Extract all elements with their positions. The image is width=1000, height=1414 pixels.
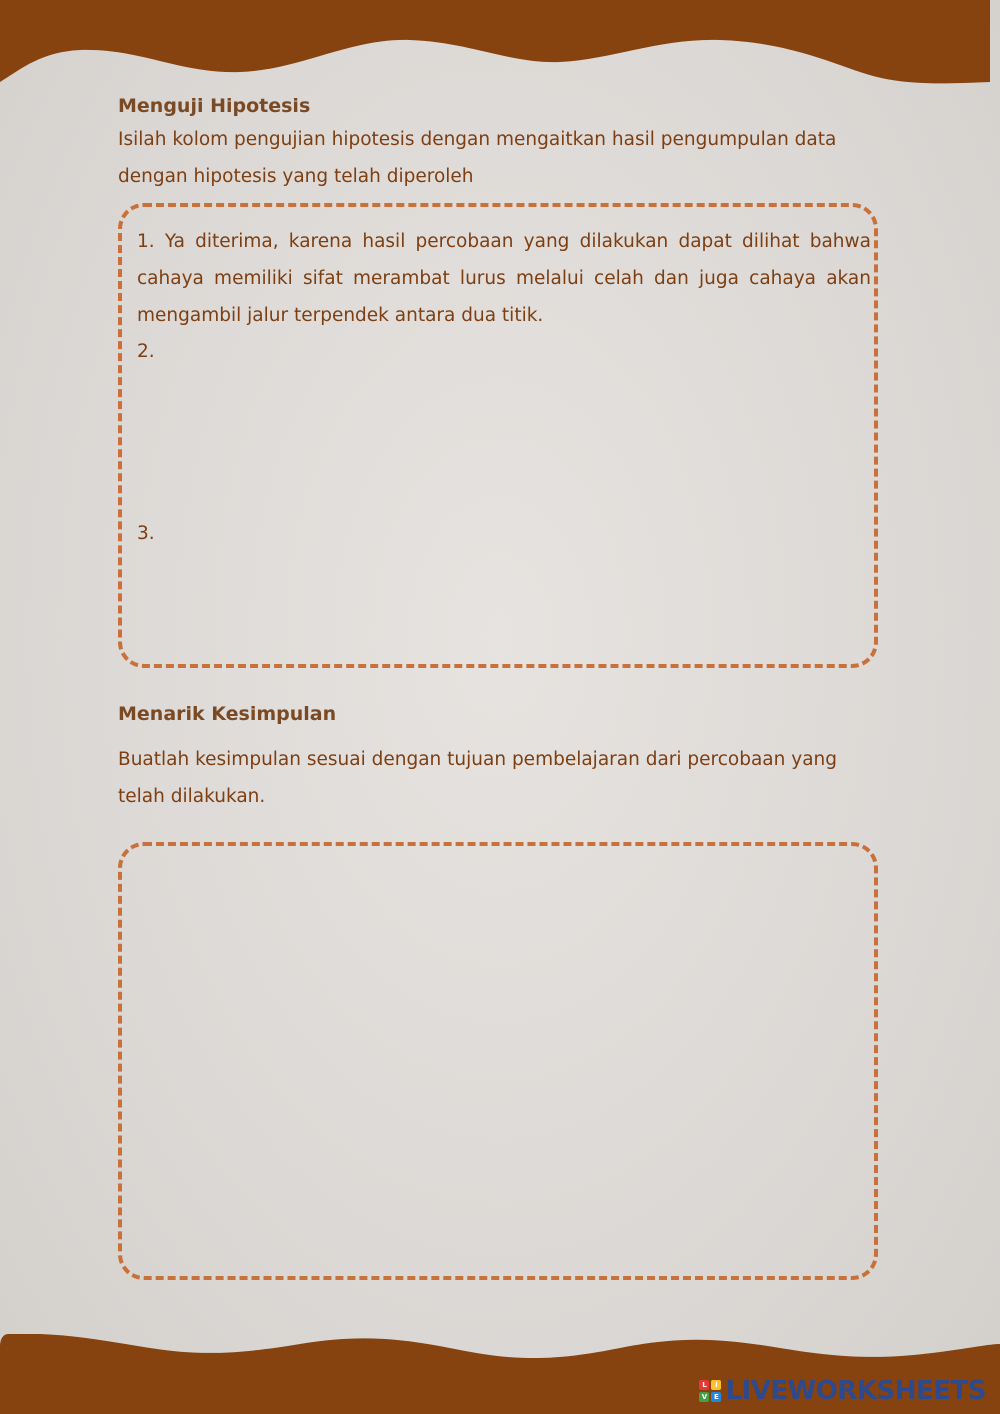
top-wave-band xyxy=(0,0,1000,95)
liveworksheets-logo xyxy=(699,1376,986,1406)
logo-squares-icon: L I V E xyxy=(699,1380,721,1402)
section-title-menarik-kesimpulan: Menarik Kesimpulan xyxy=(118,703,337,725)
answer-item-3: 3. xyxy=(137,523,155,544)
conclusion-instruction-line-2: telah dilakukan. xyxy=(118,786,266,807)
instruction-line-2: dengan hipotesis yang telah diperoleh xyxy=(118,166,474,187)
instruction-line-1: Isilah kolom pengujian hipotesis dengan mengaitkan hasil pengumpulan data xyxy=(118,129,837,150)
conclusion-instruction-line-1: Buatlah kesimpulan sesuai dengan tujuan pembelajaran dari percobaan yang xyxy=(118,749,838,770)
section-title-menguji-hipotesis: Menguji Hipotesis xyxy=(118,95,311,117)
answer-item-2: 2. xyxy=(137,341,155,362)
logo-text: LIVEWORKSHEETS xyxy=(725,1376,986,1406)
answer-item-1: 1. Ya diterima, karena hasil percobaan yang dilakukan dapat dilihat bahwa cahaya memiliki sifat merambat lurus melalui celah dan juga cahaya akan mengambil jalur terpendek antara dua titik. xyxy=(137,231,871,326)
conclusion-answer-box[interactable] xyxy=(118,842,878,1280)
